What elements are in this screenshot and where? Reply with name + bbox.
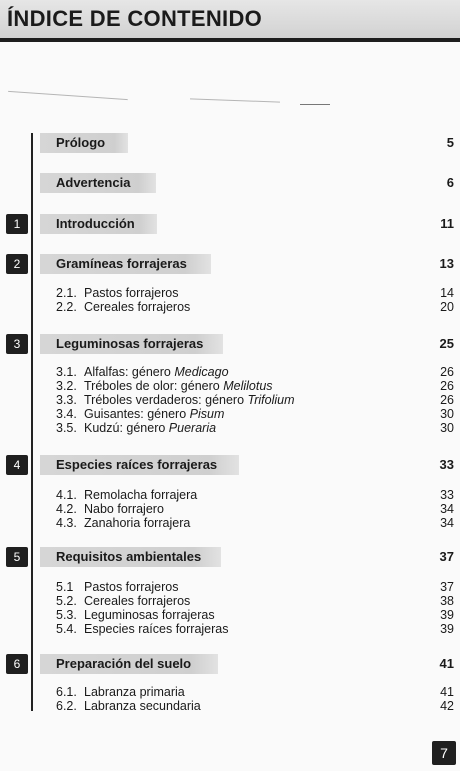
subsection-page-number: 30 [440,407,454,421]
subsection-title [84,488,197,502]
chapter-title: Preparación del suelo [56,656,192,671]
chapter-page-number: 11 [440,216,454,231]
subsection-title [84,608,215,622]
subsection-number: 2.1. [56,286,77,300]
chapter-heading[interactable] [40,173,156,193]
subsection-title [84,516,190,530]
subsection-title-text: Remolacha forrajera [84,488,198,502]
subsection-genus: Melilotus [223,379,273,393]
subsection-title [84,685,185,699]
page-header [0,0,460,42]
subsection-title [84,407,224,421]
subsection-title-text: Alfalfas: género [84,365,175,379]
chapter-title: Introducción [56,216,135,231]
subsection-page-number: 39 [440,622,454,636]
subsection-number: 2.2. [56,300,77,314]
chapter-title: Gramíneas forrajeras [56,256,187,271]
chapter-page-number: 37 [439,549,454,564]
subsection-title-text: Labranza primaria [84,685,185,699]
subsection-page-number: 38 [440,594,454,608]
subsection-page-number: 39 [440,608,454,622]
subsection-title-text: Tréboles verdaderos: género [84,393,248,407]
subsection-row[interactable] [56,407,454,421]
subsection-row[interactable] [56,488,454,502]
subsection-genus: Pueraria [168,421,217,435]
subsection-number: 3.3. [56,393,77,407]
subsection-number: 5.1 [56,580,74,594]
subsection-title [84,580,178,594]
chapter-number-badge: 2 [6,254,28,274]
subsection-title [84,300,190,314]
subsection-title [84,622,229,636]
subsection-number: 6.2. [56,699,77,713]
subsection-number: 5.2. [56,594,77,608]
subsection-title-text: Kudzú: género [84,421,169,435]
subsection-title-text: Especies raíces forrajeras [84,622,229,636]
scan-mark [190,98,280,102]
subsection-title-text: Pastos forrajeros [84,580,179,594]
chapter-heading[interactable] [40,455,239,475]
subsection-title-text: Labranza secundaria [84,699,201,713]
subsection-number: 3.5. [56,421,77,435]
chapter-number-badge: 5 [6,547,28,567]
subsection-page-number: 20 [440,300,454,314]
chapter-heading[interactable] [40,334,223,354]
chapter-heading[interactable] [40,654,218,674]
subsection-title-text: Zanahoria forrajera [84,516,191,530]
chapter-page-number: 6 [446,175,454,190]
subsection-page-number: 14 [440,286,454,300]
subsection-row[interactable] [56,421,454,435]
subsection-title-text: Nabo forrajero [84,502,164,516]
chapter-number-badge: 3 [6,334,28,354]
chapter-heading[interactable] [40,547,221,567]
subsection-number: 5.4. [56,622,77,636]
subsection-row[interactable] [56,365,454,379]
subsection-row[interactable] [56,286,454,300]
subsection-page-number: 34 [440,516,454,530]
subsection-title-text: Pastos forrajeros [84,286,179,300]
subsection-title [84,421,216,435]
subsection-title [84,502,164,516]
subsection-title [84,594,190,608]
subsection-row[interactable] [56,608,454,622]
subsection-title [84,365,229,379]
page-number: 7 [432,741,456,765]
subsection-number: 4.1. [56,488,77,502]
subsection-row[interactable] [56,622,454,636]
subsection-title-text: Cereales forrajeros [84,594,191,608]
scan-mark [300,104,330,105]
chapter-number-badge: 4 [6,455,28,475]
subsection-page-number: 30 [440,421,454,435]
subsection-number: 3.2. [56,379,77,393]
subsection-title-text: Leguminosas forrajeras [84,608,215,622]
subsection-number: 4.3. [56,516,77,530]
chapter-title: Prólogo [56,135,106,150]
subsection-page-number: 41 [440,685,454,699]
chapter-number-badge: 6 [6,654,28,674]
scan-mark [8,91,128,100]
page-title: ÍNDICE DE CONTENIDO [7,6,263,31]
subsection-genus: Trifolium [247,393,295,407]
subsection-page-number: 33 [440,488,454,502]
subsection-title-text: Tréboles de olor: género [84,379,224,393]
subsection-page-number: 26 [440,365,454,379]
chapter-page-number: 33 [439,457,454,472]
subsection-row[interactable] [56,580,454,594]
subsection-row[interactable] [56,393,454,407]
subsection-row[interactable] [56,300,454,314]
chapter-page-number: 13 [439,256,454,271]
subsection-number: 3.4. [56,407,77,421]
subsection-genus: Pisum [189,407,225,421]
subsection-page-number: 34 [440,502,454,516]
subsection-title [84,393,295,407]
subsection-number: 4.2. [56,502,77,516]
subsection-row[interactable] [56,699,454,713]
chapter-title: Especies raíces forrajeras [56,457,218,472]
subsection-page-number: 26 [440,393,454,407]
chapter-title: Requisitos ambientales [56,549,202,564]
chapter-heading[interactable] [40,214,157,234]
subsection-title [84,286,178,300]
subsection-title [84,699,201,713]
subsection-title-text: Cereales forrajeros [84,300,191,314]
subsection-row[interactable] [56,516,454,530]
chapter-page-number: 25 [439,336,454,351]
subsection-row[interactable] [56,379,454,393]
subsection-number: 6.1. [56,685,77,699]
chapter-title: Advertencia [56,175,131,190]
index-vertical-rule [31,133,33,711]
subsection-page-number: 37 [440,580,454,594]
subsection-number: 5.3. [56,608,77,622]
chapter-heading[interactable] [40,254,211,274]
chapter-page-number: 5 [446,135,454,150]
subsection-row[interactable] [56,594,454,608]
subsection-row[interactable] [56,502,454,516]
subsection-row[interactable] [56,685,454,699]
chapter-title: Leguminosas forrajeras [56,336,204,351]
subsection-title [84,379,273,393]
subsection-genus: Medicago [174,365,229,379]
chapter-heading[interactable] [40,133,128,153]
subsection-page-number: 26 [440,379,454,393]
subsection-number: 3.1. [56,365,77,379]
subsection-page-number: 42 [440,699,454,713]
chapter-number-badge: 1 [6,214,28,234]
chapter-page-number: 41 [439,656,454,671]
subsection-title-text: Guisantes: género [84,407,190,421]
